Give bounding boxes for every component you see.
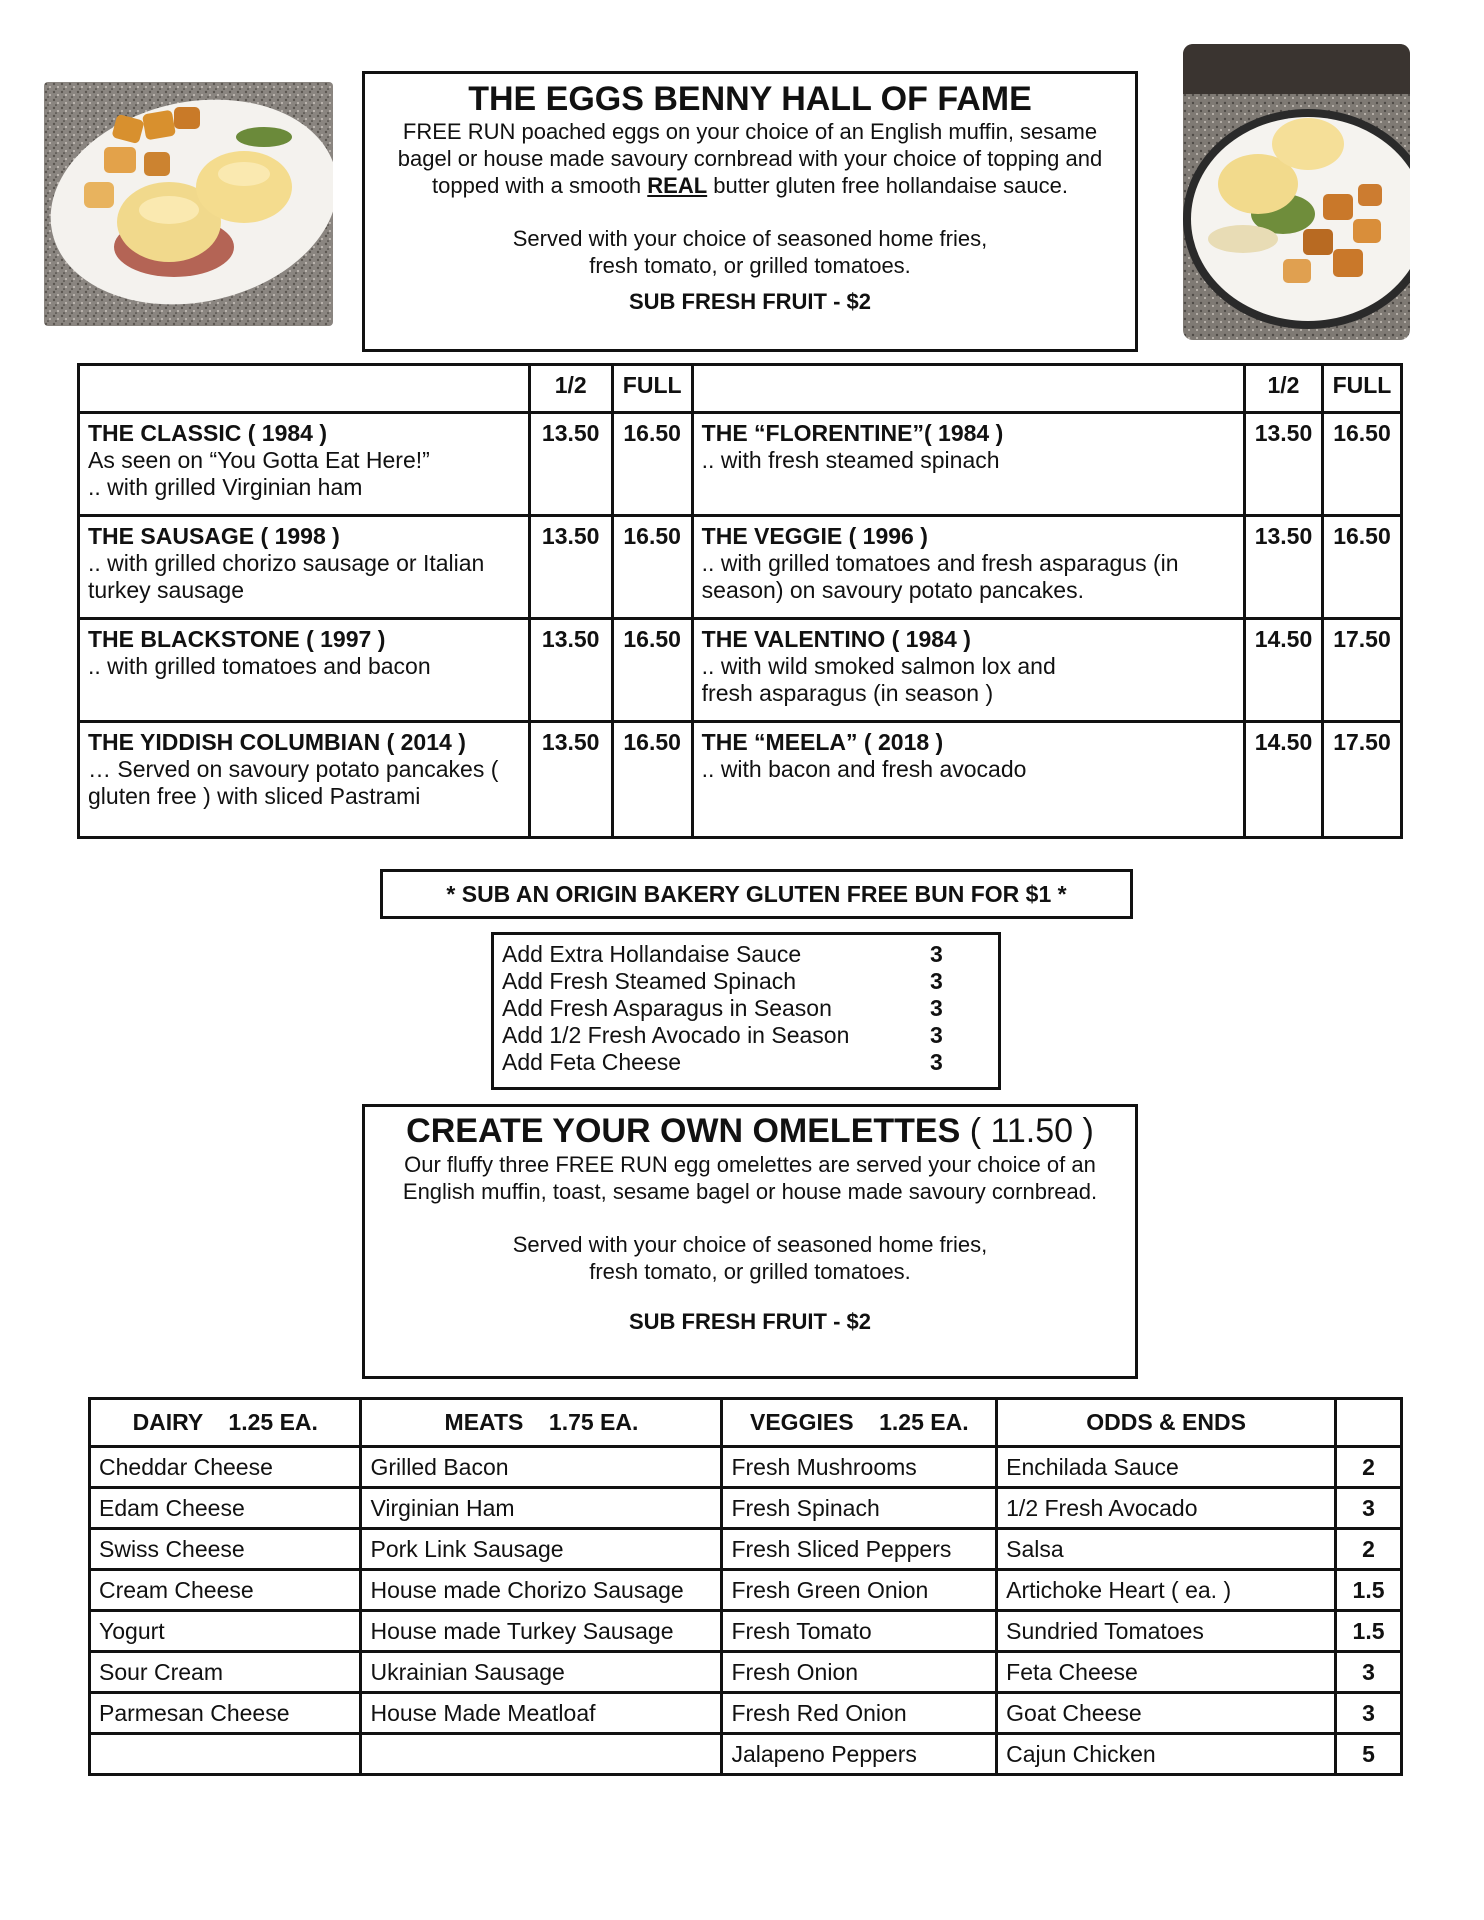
toppings-column-header: MEATS 1.75 EA. bbox=[361, 1399, 722, 1447]
topping-item: Goat Cheese bbox=[997, 1693, 1336, 1734]
topping-item: Yogurt bbox=[90, 1611, 361, 1652]
topping-item: Fresh Tomato bbox=[722, 1611, 997, 1652]
topping-price: 3 bbox=[1336, 1693, 1402, 1734]
topping-item: House Made Meatloaf bbox=[361, 1693, 722, 1734]
topping-price: 5 bbox=[1336, 1734, 1402, 1775]
topping-item: Fresh Spinach bbox=[722, 1488, 997, 1529]
toppings-row bbox=[90, 1693, 1402, 1734]
topping-item: Fresh Green Onion bbox=[722, 1570, 997, 1611]
menu-item-price-full: 17.50 bbox=[1322, 619, 1401, 722]
topping-price: 3 bbox=[1336, 1488, 1402, 1529]
menu-item-price-full: 16.50 bbox=[612, 619, 692, 722]
menu-item-name: THE VEGGIE ( 1996 ) bbox=[701, 523, 928, 549]
topping-item: Sour Cream bbox=[90, 1652, 361, 1693]
topping-item: Enchilada Sauce bbox=[997, 1447, 1336, 1488]
toppings-row bbox=[90, 1488, 1402, 1529]
menu-item bbox=[79, 413, 530, 516]
topping-item: Fresh Onion bbox=[722, 1652, 997, 1693]
topping-item: Virginian Ham bbox=[361, 1488, 722, 1529]
addons-box bbox=[491, 932, 1001, 1090]
eggs-benny-photo-right bbox=[1183, 44, 1410, 340]
col-half-header: 1/2 bbox=[529, 365, 612, 413]
toppings-column-header: ODDS & ENDS bbox=[997, 1399, 1336, 1447]
topping-item: 1/2 Fresh Avocado bbox=[997, 1488, 1336, 1529]
toppings-column-header: DAIRY 1.25 EA. bbox=[90, 1399, 361, 1447]
menu-item-name: THE VALENTINO ( 1984 ) bbox=[701, 626, 971, 652]
menu-item-description: As seen on “You Gotta Eat Here!” .. with grilled Virginian ham bbox=[88, 447, 430, 500]
menu-item-description: .. with bacon and fresh avocado bbox=[701, 756, 1027, 782]
eggs-benny-info-box bbox=[362, 71, 1138, 352]
addon-item bbox=[502, 1022, 990, 1049]
menu-item-price-half: 14.50 bbox=[1245, 722, 1323, 838]
menu-item-name: THE BLACKSTONE ( 1997 ) bbox=[88, 626, 386, 652]
menu-item bbox=[79, 516, 530, 619]
topping-item: Swiss Cheese bbox=[90, 1529, 361, 1570]
toppings-row bbox=[90, 1652, 1402, 1693]
menu-item bbox=[692, 619, 1244, 722]
toppings-header-row bbox=[90, 1399, 1402, 1447]
topping-item: Cajun Chicken bbox=[997, 1734, 1336, 1775]
menu-item-name: THE SAUSAGE ( 1998 ) bbox=[88, 523, 340, 549]
topping-item: Salsa bbox=[997, 1529, 1336, 1570]
topping-price: 1.5 bbox=[1336, 1611, 1402, 1652]
menu-item-price-half: 13.50 bbox=[529, 516, 612, 619]
topping-item: Grilled Bacon bbox=[361, 1447, 722, 1488]
menu-item-price-full: 17.50 bbox=[1322, 722, 1401, 838]
menu-item-name: THE “FLORENTINE”( 1984 ) bbox=[701, 420, 1004, 446]
topping-item: Fresh Red Onion bbox=[722, 1693, 997, 1734]
menu-row bbox=[79, 413, 1402, 516]
menu-row bbox=[79, 516, 1402, 619]
omelette-description: Our fluffy three FREE RUN egg omelettes are served your choice of an English muffin, toast, sesame bagel or house made savoury cornbread. bbox=[402, 1152, 1098, 1204]
topping-item: Fresh Mushrooms bbox=[722, 1447, 997, 1488]
toppings-row bbox=[90, 1570, 1402, 1611]
menu-item-price-full: 16.50 bbox=[612, 516, 692, 619]
addon-item bbox=[502, 968, 990, 995]
topping-item: House made Turkey Sausage bbox=[361, 1611, 722, 1652]
addon-item bbox=[502, 995, 990, 1022]
topping-item: Artichoke Heart ( ea. ) bbox=[997, 1570, 1336, 1611]
addon-item bbox=[502, 941, 990, 968]
menu-item bbox=[79, 722, 530, 838]
real-emphasis: REAL bbox=[647, 173, 708, 198]
col-half-header: 1/2 bbox=[1245, 365, 1323, 413]
addon-label: Add Fresh Asparagus in Season bbox=[502, 995, 832, 1021]
menu-item bbox=[692, 413, 1244, 516]
topping-item: Fresh Sliced Peppers bbox=[722, 1529, 997, 1570]
topping-item: House made Chorizo Sausage bbox=[361, 1570, 722, 1611]
toppings-column-header: VEGGIES 1.25 EA. bbox=[722, 1399, 997, 1447]
topping-item bbox=[90, 1734, 361, 1775]
topping-item bbox=[361, 1734, 722, 1775]
eggs-benny-title: THE EGGS BENNY HALL OF FAME bbox=[468, 80, 1032, 118]
addon-price: 3 bbox=[930, 1022, 943, 1048]
menu-item-price-full: 16.50 bbox=[1322, 516, 1401, 619]
menu-item-price-full: 16.50 bbox=[1322, 413, 1401, 516]
topping-price: 1.5 bbox=[1336, 1570, 1402, 1611]
eggs-benny-description: FREE RUN poached eggs on your choice of an English muffin, sesame bagel or house made savoury cornbread with your choice of topping and topped with a smooth REAL butter gluten free hollandaise sauce. bbox=[397, 119, 1103, 198]
menu-item-price-half: 13.50 bbox=[529, 722, 612, 838]
col-full-header: FULL bbox=[1322, 365, 1401, 413]
omelette-served-with: Served with your choice of seasoned home fries, fresh tomato, or grilled tomatoes. bbox=[512, 1232, 988, 1284]
menu-item-description: .. with fresh steamed spinach bbox=[701, 447, 1000, 473]
menu-item-price-full: 16.50 bbox=[612, 722, 692, 838]
eggs-benny-photo-left bbox=[44, 82, 333, 326]
omelette-sub-fruit: SUB FRESH FRUIT - $2 bbox=[628, 1309, 872, 1334]
topping-item: Parmesan Cheese bbox=[90, 1693, 361, 1734]
menu-row bbox=[79, 619, 1402, 722]
addon-price: 3 bbox=[930, 995, 943, 1021]
menu-item-name: THE CLASSIC ( 1984 ) bbox=[88, 420, 327, 446]
addon-item bbox=[502, 1049, 990, 1076]
topping-item: Cream Cheese bbox=[90, 1570, 361, 1611]
omelette-price: ( 11.50 ) bbox=[960, 1112, 1094, 1150]
menu-item-price-half: 13.50 bbox=[1245, 516, 1323, 619]
gluten-free-bun-note: * SUB AN ORIGIN BAKERY GLUTEN FREE BUN FOR $1 * bbox=[380, 869, 1133, 919]
topping-item: Edam Cheese bbox=[90, 1488, 361, 1529]
toppings-row bbox=[90, 1611, 1402, 1652]
topping-item: Ukrainian Sausage bbox=[361, 1652, 722, 1693]
menu-item bbox=[79, 619, 530, 722]
menu-item-price-half: 14.50 bbox=[1245, 619, 1323, 722]
menu-item-description: .. with grilled tomatoes and fresh asparagus (in season) on savoury potato pancakes. bbox=[701, 550, 1179, 603]
col-full-header: FULL bbox=[612, 365, 692, 413]
menu-item-description: .. with wild smoked salmon lox and fresh asparagus (in season ) bbox=[701, 653, 1056, 706]
omelette-info-box bbox=[362, 1104, 1138, 1379]
toppings-row bbox=[90, 1529, 1402, 1570]
menu-item-price-half: 13.50 bbox=[529, 413, 612, 516]
addon-label: Add Extra Hollandaise Sauce bbox=[502, 941, 802, 967]
eggs-benny-menu-table bbox=[77, 363, 1403, 839]
addon-label: Add Fresh Steamed Spinach bbox=[502, 968, 797, 994]
topping-item: Pork Link Sausage bbox=[361, 1529, 722, 1570]
eggs-benny-served-with: Served with your choice of seasoned home fries, fresh tomato, or grilled tomatoes. bbox=[512, 226, 988, 278]
menu-item-name: THE “MEELA” ( 2018 ) bbox=[701, 729, 944, 755]
addon-label: Add 1/2 Fresh Avocado in Season bbox=[502, 1022, 850, 1048]
addon-price: 3 bbox=[930, 1049, 943, 1075]
toppings-column-header bbox=[1336, 1399, 1402, 1447]
topping-item: Cheddar Cheese bbox=[90, 1447, 361, 1488]
menu-item bbox=[692, 722, 1244, 838]
addon-label: Add Feta Cheese bbox=[502, 1049, 682, 1075]
topping-item: Jalapeno Peppers bbox=[722, 1734, 997, 1775]
omelette-toppings-table bbox=[88, 1397, 1403, 1776]
menu-item bbox=[692, 516, 1244, 619]
topping-item: Feta Cheese bbox=[997, 1652, 1336, 1693]
omelette-title: CREATE YOUR OWN OMELETTES bbox=[406, 1112, 961, 1150]
menu-item-price-half: 13.50 bbox=[1245, 413, 1323, 516]
topping-item: Sundried Tomatoes bbox=[997, 1611, 1336, 1652]
topping-price: 2 bbox=[1336, 1447, 1402, 1488]
toppings-row bbox=[90, 1734, 1402, 1775]
menu-item-description: .. with grilled tomatoes and bacon bbox=[88, 653, 431, 679]
menu-item-description: … Served on savoury potato pancakes ( gluten free ) with sliced Pastrami bbox=[88, 756, 499, 809]
menu-item-price-half: 13.50 bbox=[529, 619, 612, 722]
menu-item-description: .. with grilled chorizo sausage or Italian turkey sausage bbox=[88, 550, 485, 603]
menu-item-name: THE YIDDISH COLUMBIAN ( 2014 ) bbox=[88, 729, 466, 755]
addon-price: 3 bbox=[930, 968, 943, 994]
menu-row bbox=[79, 722, 1402, 838]
toppings-row bbox=[90, 1447, 1402, 1488]
addon-price: 3 bbox=[930, 941, 943, 967]
menu-header-row bbox=[79, 365, 1402, 413]
topping-price: 2 bbox=[1336, 1529, 1402, 1570]
eggs-benny-sub-fruit: SUB FRESH FRUIT - $2 bbox=[628, 289, 872, 314]
topping-price: 3 bbox=[1336, 1652, 1402, 1693]
menu-item-price-full: 16.50 bbox=[612, 413, 692, 516]
